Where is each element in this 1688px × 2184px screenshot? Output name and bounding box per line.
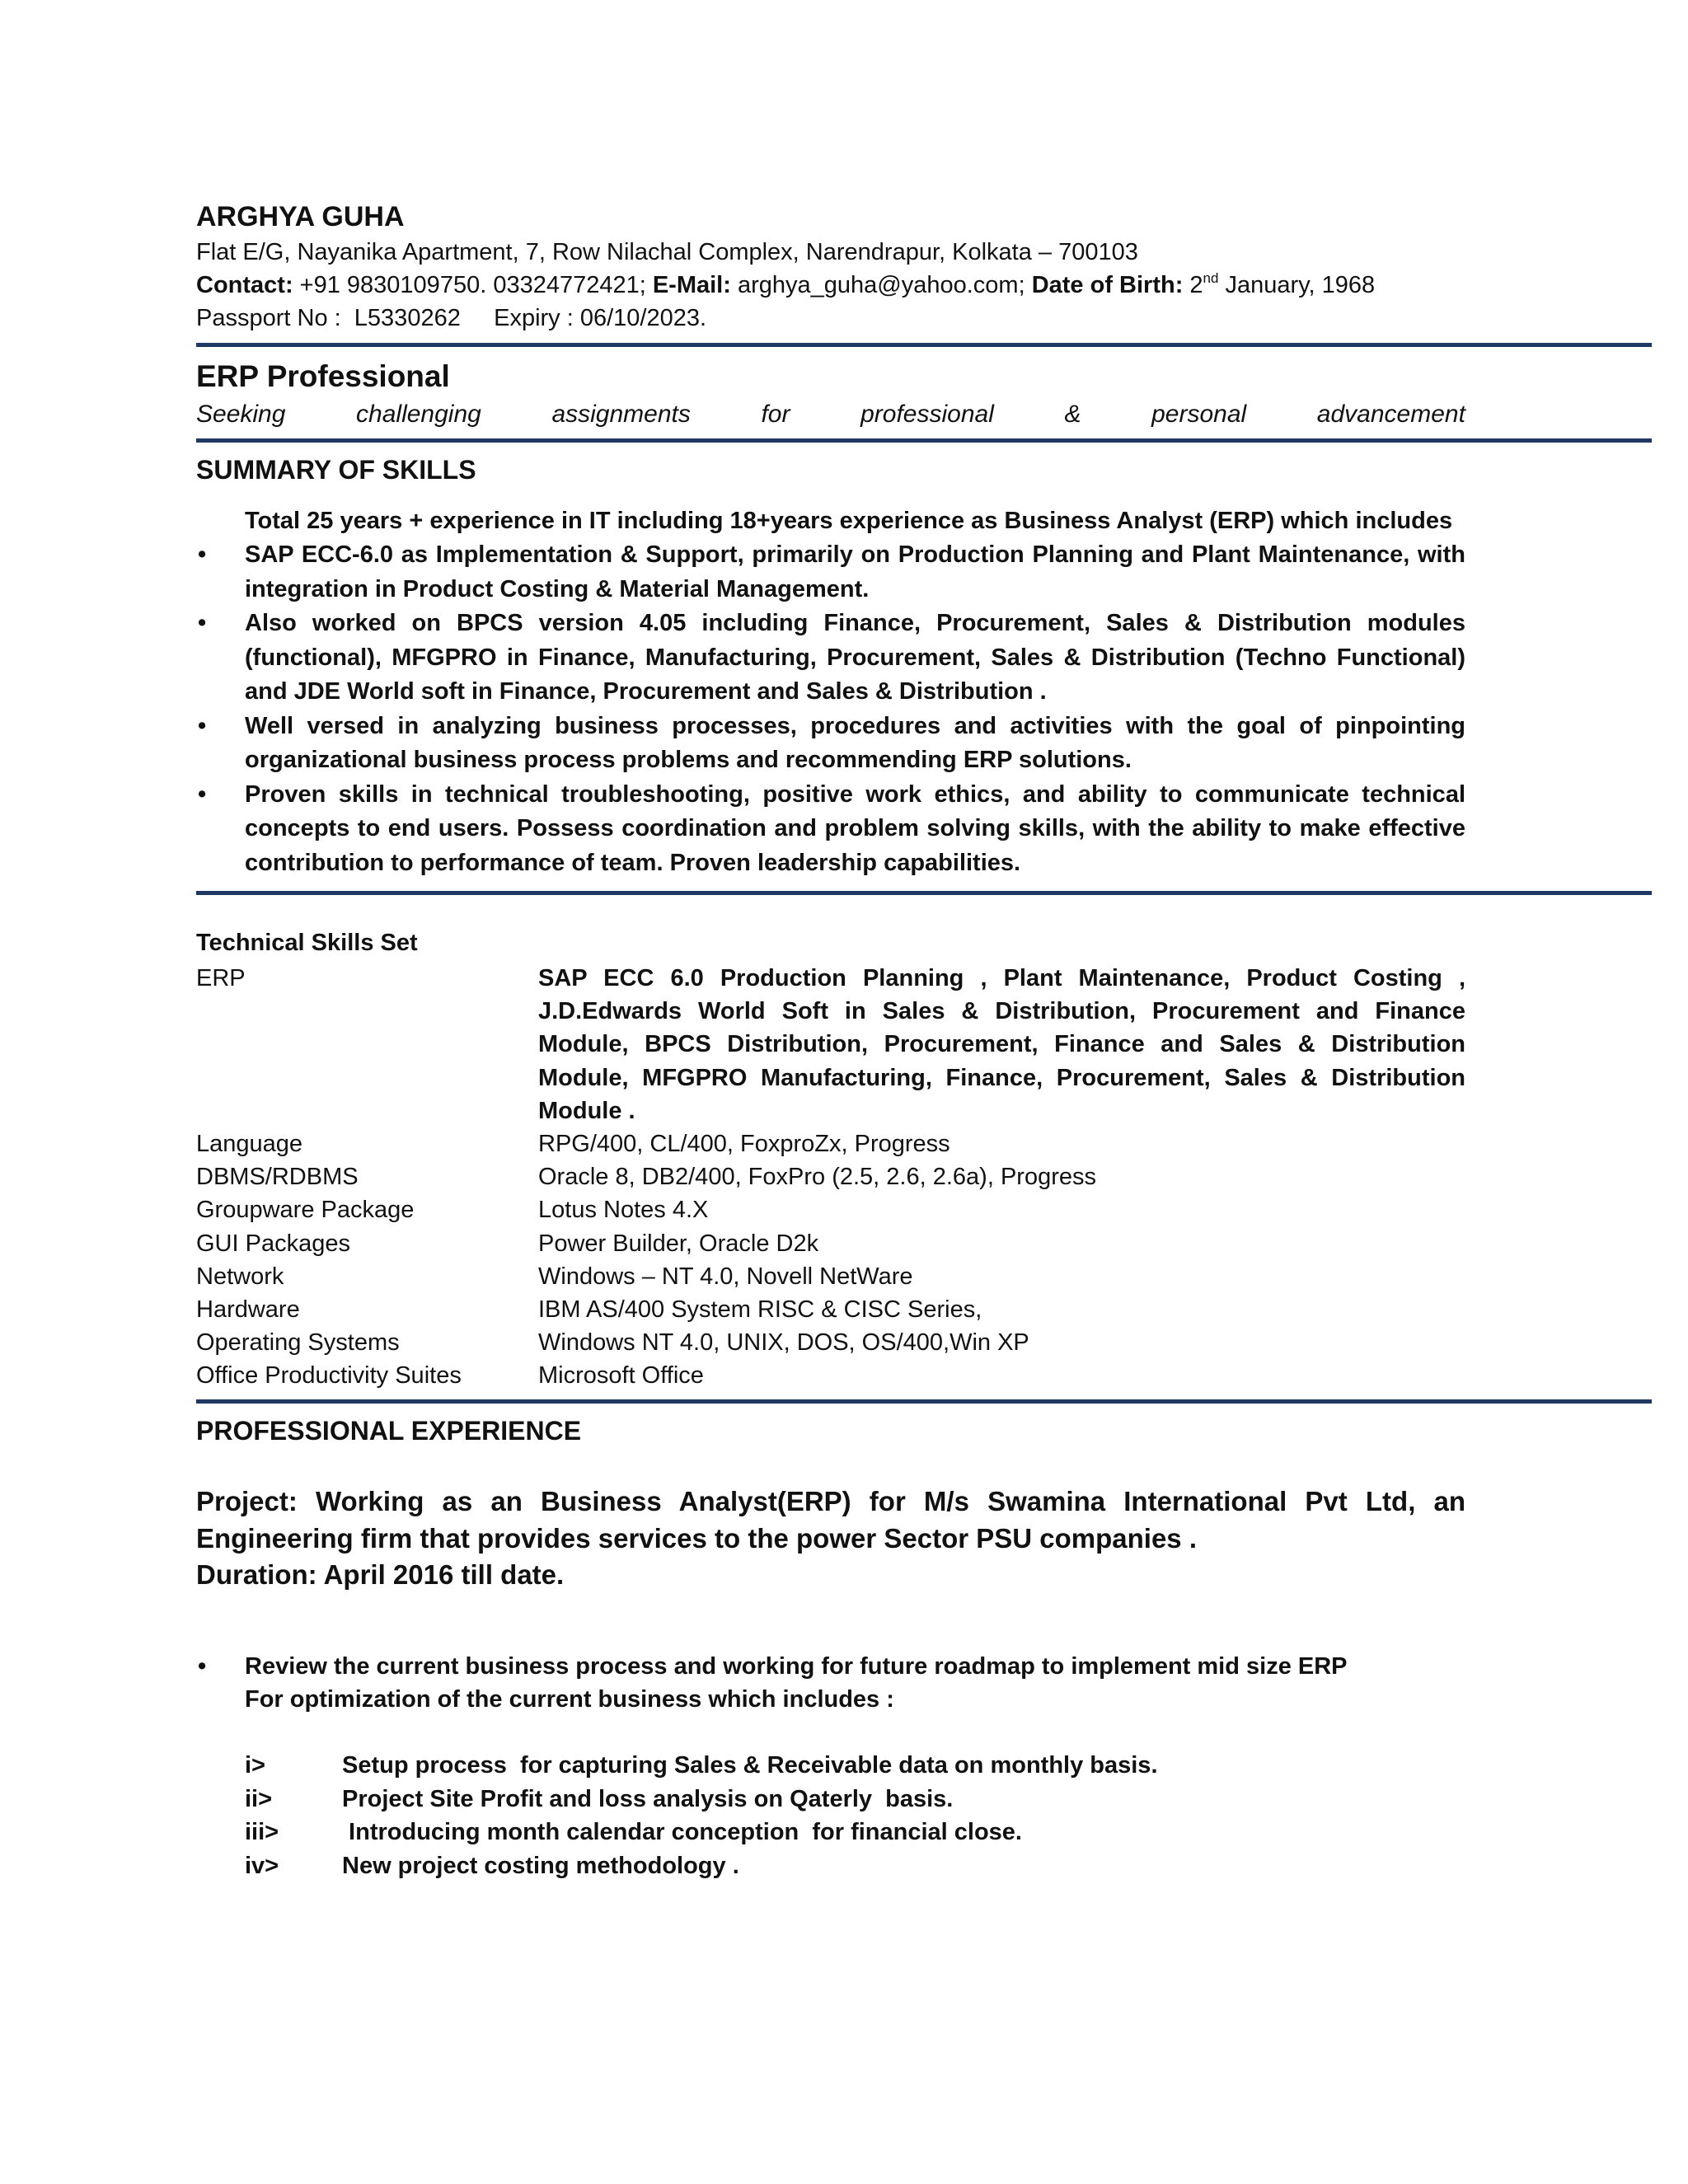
bullet-icon: • xyxy=(198,1653,207,1680)
project-duration: Duration: April 2016 till date. xyxy=(196,1559,565,1590)
bullet-icon: • xyxy=(198,780,207,808)
review-list xyxy=(196,1650,1465,1716)
project-description: Project: Working as an Business Analyst(ERP) for M/s Swamina International Pvt Ltd, an Engineering firm that provides services to the power Sector PSU companies . xyxy=(196,1486,1465,1554)
technical-table xyxy=(196,962,1465,1393)
summary-list xyxy=(196,504,1465,880)
experience-title: PROFESSIONAL EXPERIENCE xyxy=(196,1416,582,1446)
skill-value: Windows – NT 4.0, Novell NetWare xyxy=(538,1263,913,1290)
dob-rest: January, 1968 xyxy=(1218,272,1376,298)
table-row xyxy=(196,962,1465,1127)
address: Flat E/G, Nayanika Apartment, 7, Row Nilachal Complex, Narendrapur, Kolkata – 700103 xyxy=(196,239,1138,265)
profile-title: ERP Professional xyxy=(196,359,450,393)
skill-label: Language xyxy=(196,1131,303,1158)
list-item xyxy=(245,1816,1158,1849)
table-row xyxy=(196,1227,1465,1260)
skill-label: Office Productivity Suites xyxy=(196,1362,462,1390)
tagline-word: personal xyxy=(1151,401,1247,428)
item-text: New project costing methodology . xyxy=(342,1852,739,1879)
item-text: Setup process for capturing Sales & Receivable data on monthly basis. xyxy=(342,1752,1158,1779)
tagline-word: assignments xyxy=(551,401,691,428)
divider xyxy=(196,891,1652,895)
skill-label: Operating Systems xyxy=(196,1329,400,1357)
contact-line xyxy=(196,272,1375,299)
technical-title: Technical Skills Set xyxy=(196,930,418,956)
skill-value: Oracle 8, DB2/400, FoxPro (2.5, 2.6, 2.6a), Progress xyxy=(538,1164,1096,1191)
skill-label: Groupware Package xyxy=(196,1197,415,1224)
summary-bullet: • Well versed in analyzing business processes, procedures and activities with the goal of pinpointing organizational business process problems and recommending ERP solutions. xyxy=(196,710,1465,778)
contact-label: Contact: xyxy=(196,272,293,298)
list-item xyxy=(245,1849,1158,1883)
review-line: Review the current business process and working for future roadmap to implement mid size ERP xyxy=(245,1653,1348,1680)
item-text: Project Site Profit and loss analysis on Qaterly basis. xyxy=(342,1785,954,1812)
review-line: For optimization of the current business which includes : xyxy=(245,1686,894,1713)
bullet-icon: • xyxy=(198,541,207,568)
skill-value: Windows NT 4.0, UNIX, DOS, OS/400,Win XP xyxy=(538,1329,1029,1357)
table-row xyxy=(196,1127,1465,1160)
table-row xyxy=(196,1359,1465,1392)
tagline-word: challenging xyxy=(356,401,481,428)
tagline-word: for xyxy=(761,401,790,428)
summary-intro: Total 25 years + experience in IT including 18+years experience as Business Analyst (ERP) which includes xyxy=(245,508,1453,534)
divider xyxy=(196,438,1652,443)
summary-bullet: • Also worked on BPCS version 4.05 including Finance, Procurement, Sales & Distribution modules (functional), MFGPRO in Finance, Manufacturing, Procurement, Sales & Distribution (Techno Functional) and JDE World soft in Finance, Procurement and Sales & Distribution . xyxy=(196,607,1465,710)
tagline xyxy=(196,401,1465,429)
item-number: iii> xyxy=(245,1819,279,1845)
list-item xyxy=(245,1749,1158,1783)
table-row xyxy=(196,1293,1465,1326)
item-text: Introducing month calendar conception for financial close. xyxy=(342,1819,1022,1845)
table-row xyxy=(196,1326,1465,1359)
dob-day: 2 xyxy=(1183,272,1203,298)
bullet-icon: • xyxy=(198,610,207,636)
tagline-word: advancement xyxy=(1316,401,1465,428)
tagline-word: professional xyxy=(860,401,994,428)
project-block xyxy=(196,1483,1465,1594)
list-item xyxy=(245,1783,1158,1816)
skill-value: Microsoft Office xyxy=(538,1362,704,1390)
table-row xyxy=(196,1160,1465,1193)
tagline-word: Seeking xyxy=(196,401,286,428)
email-label: E-Mail: xyxy=(652,272,731,298)
skill-label: GUI Packages xyxy=(196,1230,350,1257)
skill-label: DBMS/RDBMS xyxy=(196,1164,359,1191)
skill-value: Power Builder, Oracle D2k xyxy=(538,1230,819,1257)
skill-value: Lotus Notes 4.X xyxy=(538,1197,709,1224)
roadmap-items xyxy=(245,1749,1158,1882)
skill-label: Network xyxy=(196,1263,284,1290)
item-number: ii> xyxy=(245,1785,273,1812)
item-number: i> xyxy=(245,1752,265,1779)
item-number: iv> xyxy=(245,1852,279,1879)
skill-label: ERP xyxy=(196,965,246,991)
table-row xyxy=(196,1260,1465,1293)
summary-bullet: • SAP ECC-6.0 as Implementation & Support, primarily on Production Planning and Plant Maintenance, with integration in Product Costing & Material Management. xyxy=(196,538,1465,607)
table-row xyxy=(196,1193,1465,1226)
divider xyxy=(196,1399,1652,1404)
email-value: arghya_guha@yahoo.com; xyxy=(730,272,1032,298)
passport-line: Passport No : L5330262 Expiry : 06/10/2023. xyxy=(196,305,707,331)
bullet-icon: • xyxy=(198,712,207,739)
skill-value: RPG/400, CL/400, FoxproZx, Progress xyxy=(538,1131,950,1158)
review-bullet xyxy=(196,1650,1465,1716)
skill-value: SAP ECC 6.0 Production Planning , Plant Maintenance, Product Costing , J.D.Edwards World Soft in Sales & Distribution, Procurement and Finance Module, BPCS Distribution, Procurement, Finance and Sales & Distribution Module, MFGPRO Manufacturing, Finance, Procurement, Sales & Distribution Module . xyxy=(538,965,1465,1124)
dob-label: Date of Birth: xyxy=(1031,272,1184,298)
divider xyxy=(196,343,1652,347)
tagline-word: & xyxy=(1064,401,1081,428)
dob-suffix: nd xyxy=(1203,270,1219,286)
skill-value: IBM AS/400 System RISC & CISC Series, xyxy=(538,1296,982,1324)
skill-label: Hardware xyxy=(196,1296,300,1324)
summary-title: SUMMARY OF SKILLS xyxy=(196,455,476,485)
contact-value: +91 9830109750. 03324772421; xyxy=(293,272,653,298)
candidate-name: ARGHYA GUHA xyxy=(196,201,405,232)
summary-bullet: • Proven skills in technical troubleshooting, positive work ethics, and ability to communicate technical concepts to end users. Possess coordination and problem solving skills, with the ability to make effective contribution to performance of team. Proven leadership capabilities. xyxy=(196,778,1465,881)
